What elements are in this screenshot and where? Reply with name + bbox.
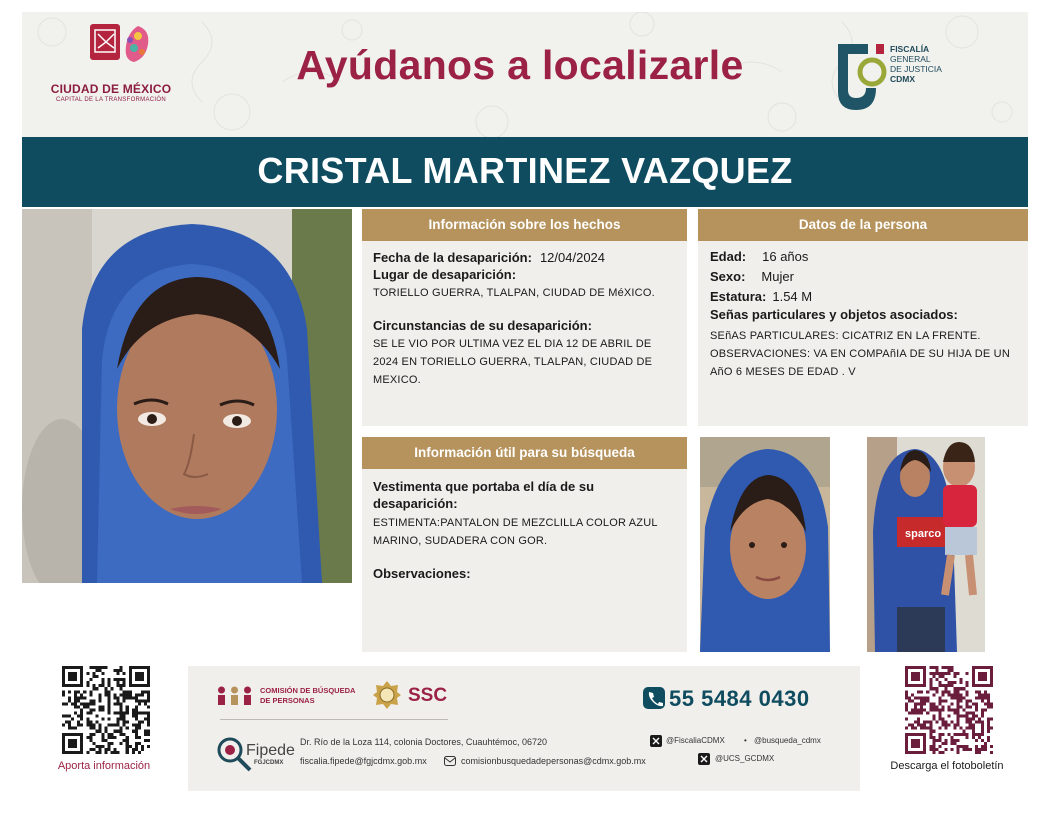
circumstances-label: Circunstancias de su desaparición: — [373, 318, 592, 333]
person-name: CRISTAL MARTINEZ VAZQUEZ — [257, 150, 793, 191]
fipede-sub: FGJCDMX — [254, 760, 284, 766]
social-busqueda[interactable]: @busqueda_cdmx — [754, 736, 821, 745]
person-data-panel — [698, 209, 1028, 426]
ssc-badge-icon — [372, 680, 402, 710]
cdmx-name: CIUDAD DE MÉXICO — [50, 82, 172, 96]
social-fiscalia[interactable]: @FiscaliaCDMX — [666, 736, 725, 745]
qr-code-download[interactable] — [905, 666, 993, 754]
phone-number[interactable]: 55 5484 0430 — [669, 686, 810, 711]
qr-code-report[interactable] — [62, 666, 150, 754]
shirt-text: sparco — [905, 528, 942, 540]
fipede-name: Fipede — [246, 742, 295, 759]
fgj-line: FISCALÍA — [890, 44, 930, 54]
person-photo-main — [22, 209, 352, 583]
observations-label: Observaciones: — [373, 566, 471, 581]
address-text: Dr. Río de la Loza 114, colonia Doctores, Cuauhtémoc, 06720 — [300, 737, 547, 747]
age-label: Edad: — [710, 249, 747, 264]
comision-logo — [218, 685, 252, 707]
observations-value: OBSERVACIONES: VA EN COMPAñIA DE SU HIJA DE UN AñO 6 MESES DE EDAD . V — [710, 348, 1010, 378]
clothing-value: ESTIMENTA:PANTALON DE MEZCLILLA COLOR AZUL MARINO, SUDADERA CON GOR. — [373, 517, 658, 547]
ssc-name: SSC — [408, 685, 448, 706]
qr-download-label: Descarga el fotoboletín — [890, 760, 1004, 772]
disappearance-date-label: Fecha de la desaparición: — [373, 250, 532, 265]
circumstances-value: SE LE VIO POR ULTIMA VEZ EL DIA 12 DE ABRIL DE 2024 EN TORIELLO GUERRA, TLALPAN, CIUDAD DE MEXICO. — [373, 338, 653, 386]
social-separator: • — [744, 736, 747, 745]
height-label: Estatura: — [710, 289, 767, 304]
email-fipede[interactable]: fiscalia.fipede@fgjcdmx.gob.mx — [300, 756, 427, 766]
fgj-line: CDMX — [890, 74, 916, 84]
features-value: SEñAS PARTICULARES: CICATRIZ EN LA FRENTE. — [710, 330, 981, 342]
fgj-text — [890, 44, 942, 84]
comision-name: COMISIÓN DE BÚSQUEDA DE PERSONAS — [260, 686, 356, 705]
cdmx-logo — [52, 22, 172, 122]
fgj-line: GENERAL — [890, 54, 931, 64]
cdmx-subtitle: CAPITAL DE LA TRANSFORMACIÓN — [56, 97, 166, 103]
search-info-panel-title: Información útil para su búsqueda — [362, 437, 687, 469]
phone-icon — [643, 687, 665, 709]
search-info-panel — [362, 437, 687, 652]
person-data-panel-title: Datos de la persona — [698, 209, 1028, 241]
age-value: 16 años — [762, 249, 809, 264]
person-photo-3 — [867, 437, 985, 652]
social-ucs[interactable]: @UCS_GCDMX — [715, 754, 775, 763]
height-value: 1.54 M — [772, 289, 813, 304]
x-social-icon — [650, 735, 662, 747]
sex-label: Sexo: — [710, 269, 746, 284]
contact-box — [188, 666, 860, 791]
email-comision[interactable]: comisionbusquedadepersonas@cdmx.gob.mx — [461, 756, 646, 766]
qr-report-label: Aporta información — [57, 760, 151, 772]
x-social-icon — [698, 753, 710, 765]
facts-panel — [362, 209, 687, 426]
disappearance-place-label: Lugar de desaparición: — [373, 267, 517, 282]
clothing-label: Vestimenta que portaba el día de su desaparición: — [373, 479, 595, 511]
sex-value: Mujer — [761, 269, 794, 284]
facts-panel-title: Información sobre los hechos — [362, 209, 687, 241]
main-title: Ayúdanos a localizarle — [296, 42, 744, 88]
email-icon — [444, 756, 456, 766]
fgj-logo — [830, 32, 890, 110]
person-photo-2 — [700, 437, 830, 652]
disappearance-date-value: 12/04/2024 — [539, 250, 606, 265]
features-label: Señas particulares y objetos asociados: — [710, 307, 958, 322]
divider — [220, 719, 448, 720]
fgj-line: DE JUSTICIA — [890, 64, 942, 74]
disappearance-place-value: TORIELLO GUERRA, TLALPAN, CIUDAD DE MéXICO. — [373, 287, 655, 299]
